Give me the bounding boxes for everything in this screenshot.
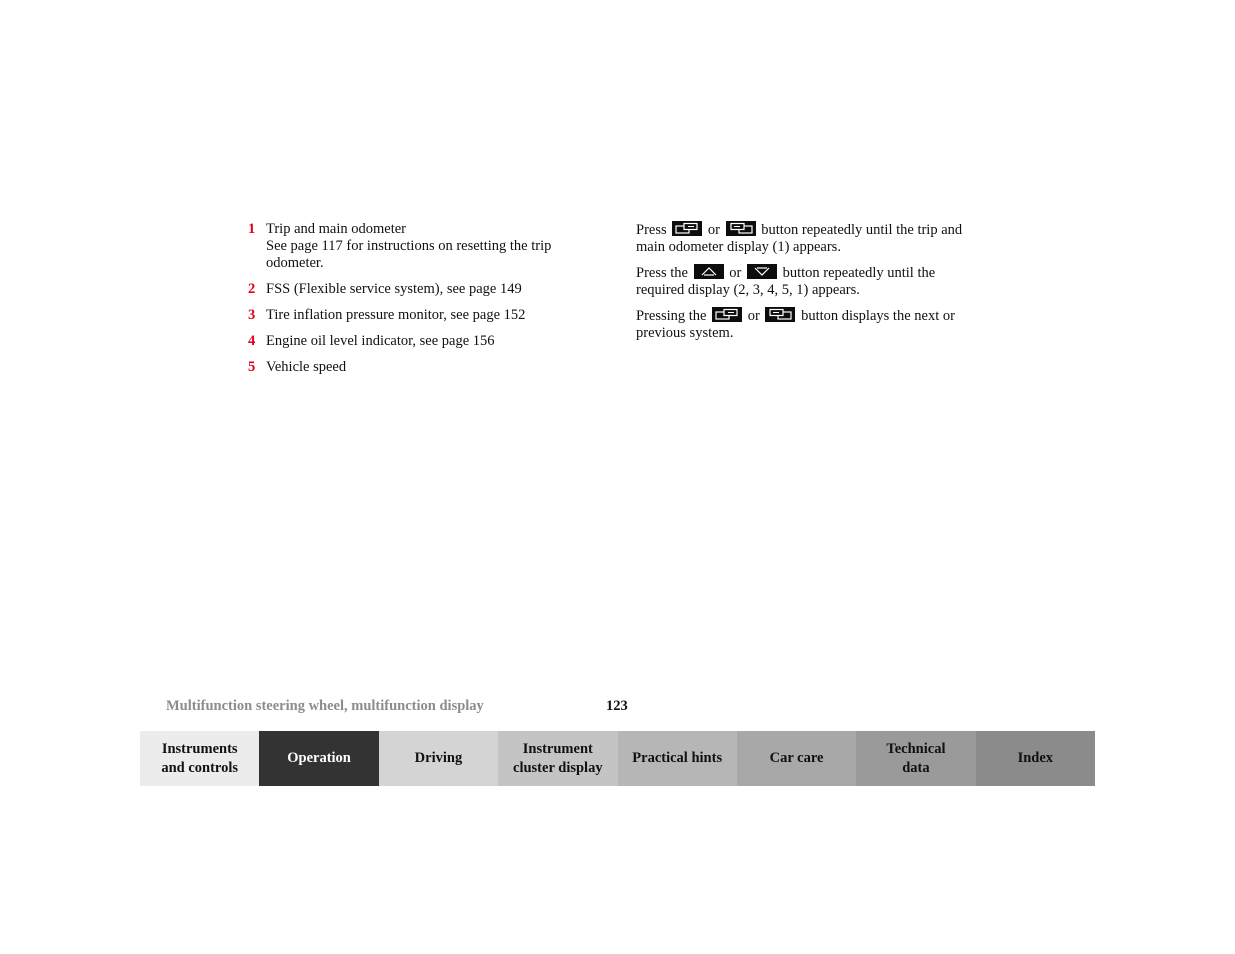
display-next-icon [712,307,742,322]
display-prev-icon [765,307,795,322]
legend-text: Engine oil level indicator, see page 156 [266,333,495,349]
legend-number: 5 [248,359,256,375]
section-title: Multifunction steering wheel, multifunction display [166,698,484,714]
legend-item [248,333,608,350]
legend-number: 3 [248,307,256,323]
display-next-icon [672,221,702,236]
tab-label: Operation [287,750,351,766]
instruction-text: or [747,308,760,324]
tab-label: Practical hints [632,750,723,766]
tab-operation[interactable] [259,731,378,786]
legend-item [248,221,608,272]
tab-technical-data[interactable] [856,731,975,786]
legend-text: Vehicle speed [266,359,347,375]
tab-label: Instrument [522,740,593,757]
legend-item [248,281,608,298]
instruction-text: previous system. [636,325,734,341]
tab-label: cluster display [513,759,603,776]
tab-label: data [902,759,930,776]
tab-instruments-and-controls[interactable] [140,731,259,786]
legend-item [248,307,608,324]
tab-practical-hints[interactable] [618,731,737,786]
legend-list [248,221,608,385]
legend-number: 4 [248,333,256,349]
chapter-tabs [140,731,1095,786]
instruction-paragraph [636,307,1006,342]
instruction-text: required display (2, 3, 4, 5, 1) appears. [636,282,860,298]
instruction-paragraph [636,221,1006,256]
tab-label: Driving [414,750,463,766]
tab-driving[interactable] [379,731,498,786]
arrow-down-icon [747,264,777,279]
instruction-text: button repeatedly until the trip and [761,222,963,238]
instruction-text: main odometer display (1) appears. [636,239,841,255]
tab-index[interactable] [976,731,1095,786]
instruction-text: Press [636,222,667,238]
legend-text: odometer. [266,255,324,271]
tab-instrument-cluster-display[interactable] [498,731,617,786]
instruction-text: or [729,265,742,281]
tab-label: Car care [769,750,824,766]
instruction-text: button repeatedly until the [782,265,936,281]
legend-text: Trip and main odometer [266,221,407,237]
tab-car-care[interactable] [737,731,856,786]
legend-text: See page 117 for instructions on resetting the trip [266,238,552,254]
instruction-text: Pressing the [636,308,707,324]
page-number: 123 [606,698,628,714]
instruction-text: Press the [636,265,688,281]
tab-label: and controls [161,759,239,776]
legend-item [248,359,608,376]
legend-text: FSS (Flexible service system), see page 149 [266,281,522,297]
tab-label: Index [1017,750,1054,766]
legend-number: 1 [248,221,256,237]
instructions [636,221,1006,350]
tab-label: Technical [886,740,946,757]
legend-number: 2 [248,281,256,297]
display-prev-icon [726,221,756,236]
legend-text: Tire inflation pressure monitor, see page 152 [266,307,526,323]
instruction-text: button displays the next or [801,308,955,324]
arrow-up-icon [694,264,724,279]
tab-label: Instruments [161,740,238,757]
instruction-text: or [707,222,720,238]
instruction-paragraph [636,264,1006,299]
